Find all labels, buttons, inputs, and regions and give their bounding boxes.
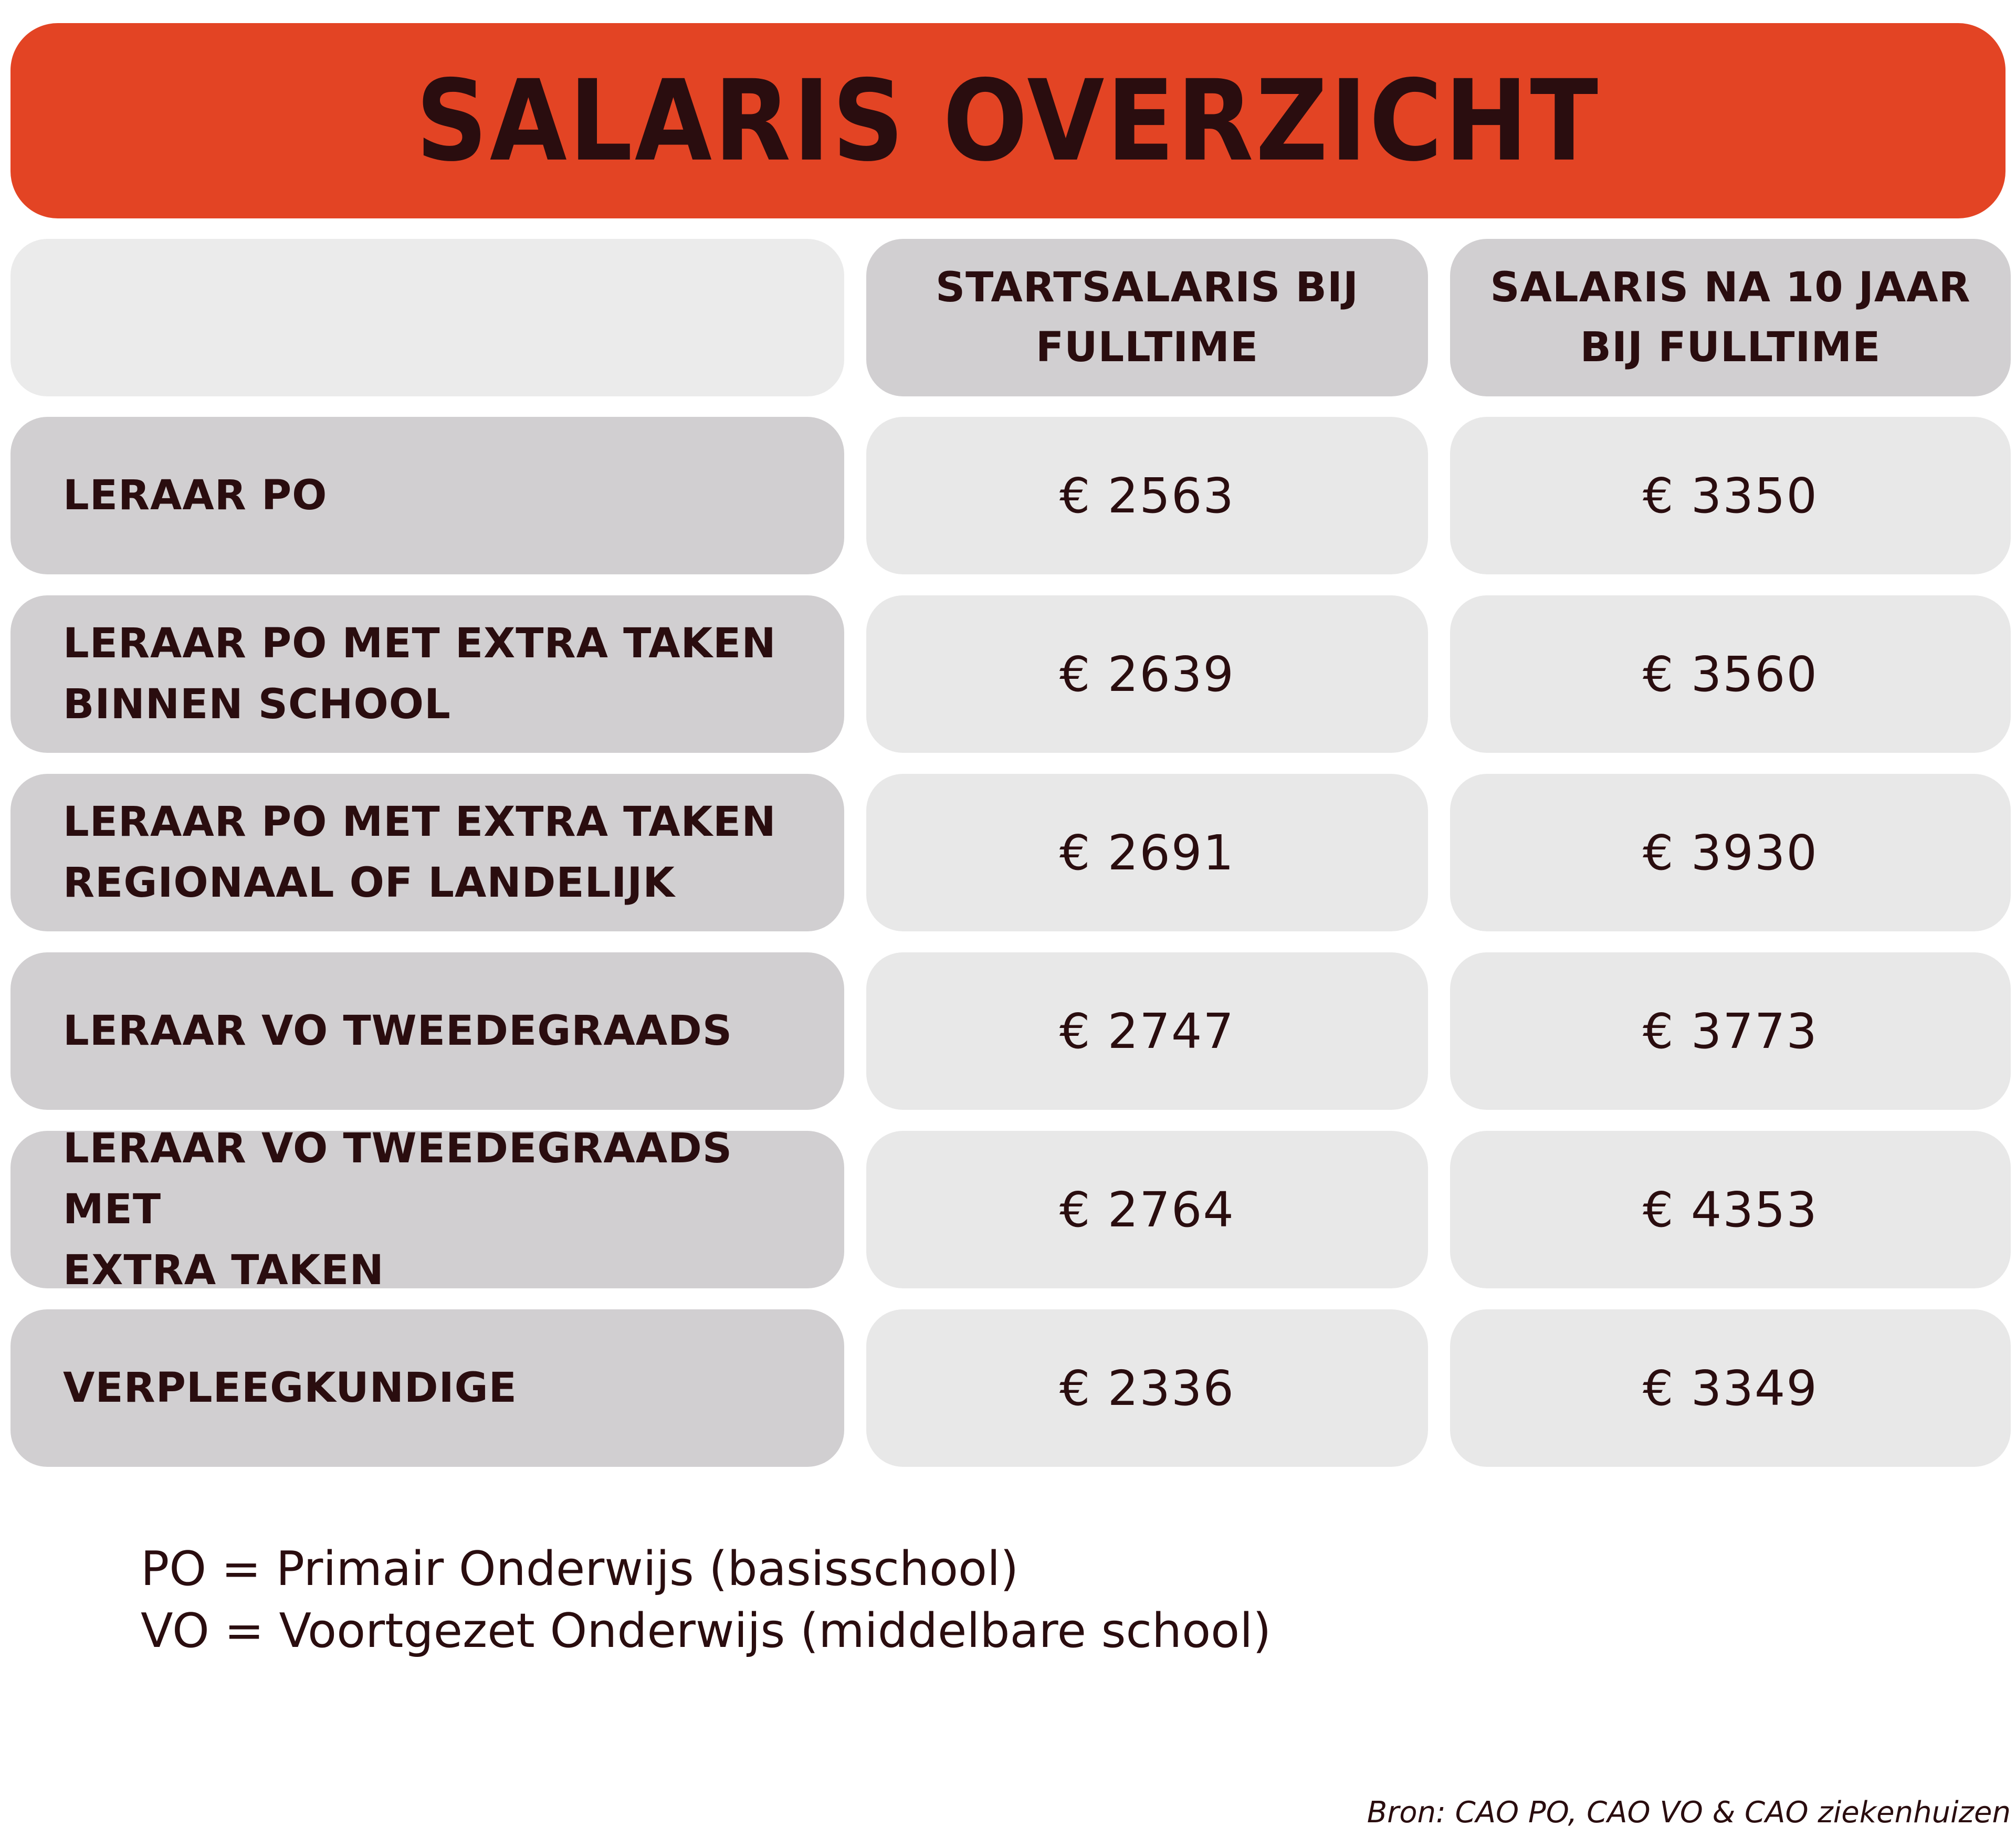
row-label-line: LERAAR VO TWEEDEGRAADS MET xyxy=(63,1125,733,1233)
row-label-line: LERAAR PO MET EXTRA TAKEN xyxy=(63,799,776,846)
row-label-line: LERAAR VO TWEEDEGRAADS xyxy=(63,1007,733,1055)
salary-after-10-years-value: € 3350 xyxy=(1450,417,2011,574)
row-label-line: LERAAR PO xyxy=(63,472,328,519)
header-start-salary-line2: FULLTIME xyxy=(1035,324,1259,371)
salary-after-10-years-value: € 3560 xyxy=(1450,595,2011,753)
row-label-cell xyxy=(10,417,844,574)
row-label-line: BINNEN SCHOOL xyxy=(63,681,451,728)
start-salary-value: € 2747 xyxy=(866,952,1428,1110)
salary-after-10-years-value: € 3930 xyxy=(1450,774,2011,931)
header-start-salary-line1: STARTSALARIS BIJ xyxy=(936,264,1359,311)
page-title: SALARIS OVERZICHT xyxy=(415,56,1601,186)
start-salary-value: € 2691 xyxy=(866,774,1428,931)
start-salary-value: € 2764 xyxy=(866,1131,1428,1288)
row-label-line: LERAAR PO MET EXTRA TAKEN xyxy=(63,620,776,667)
row-label-line: VERPLEEGKUNDIGE xyxy=(63,1364,517,1412)
legend-po: PO = Primair Onderwijs (basisschool) xyxy=(141,1541,1019,1597)
header-salary-after-10-years-line1: SALARIS NA 10 JAAR xyxy=(1490,264,1971,311)
start-salary-value: € 2563 xyxy=(866,417,1428,574)
header-salary-after-10-years xyxy=(1450,239,2011,396)
row-label-cell xyxy=(10,595,844,753)
row-label-line: EXTRA TAKEN xyxy=(63,1247,384,1294)
salary-after-10-years-value: € 3349 xyxy=(1450,1309,2011,1467)
header-salary-after-10-years-line2: BIJ FULLTIME xyxy=(1580,324,1881,371)
row-label-cell xyxy=(10,1125,844,1294)
header-blank-cell xyxy=(10,239,844,396)
row-label-cell xyxy=(10,952,844,1110)
header-start-salary xyxy=(866,239,1428,396)
start-salary-value: € 2336 xyxy=(866,1309,1428,1467)
title-banner xyxy=(10,23,2006,218)
abbreviation-legend xyxy=(141,1538,1271,1662)
legend-vo: VO = Voortgezet Onderwijs (middelbare school) xyxy=(141,1603,1272,1658)
start-salary-value: € 2639 xyxy=(866,595,1428,753)
row-label-cell xyxy=(10,1309,844,1467)
source-note: Bron: CAO PO, CAO VO & CAO ziekenhuizen xyxy=(1367,1796,2011,1830)
salary-after-10-years-value: € 3773 xyxy=(1450,952,2011,1110)
salary-after-10-years-value: € 4353 xyxy=(1450,1131,2011,1288)
row-label-line: REGIONAAL OF LANDELIJK xyxy=(63,859,675,907)
row-label-cell xyxy=(10,774,844,931)
